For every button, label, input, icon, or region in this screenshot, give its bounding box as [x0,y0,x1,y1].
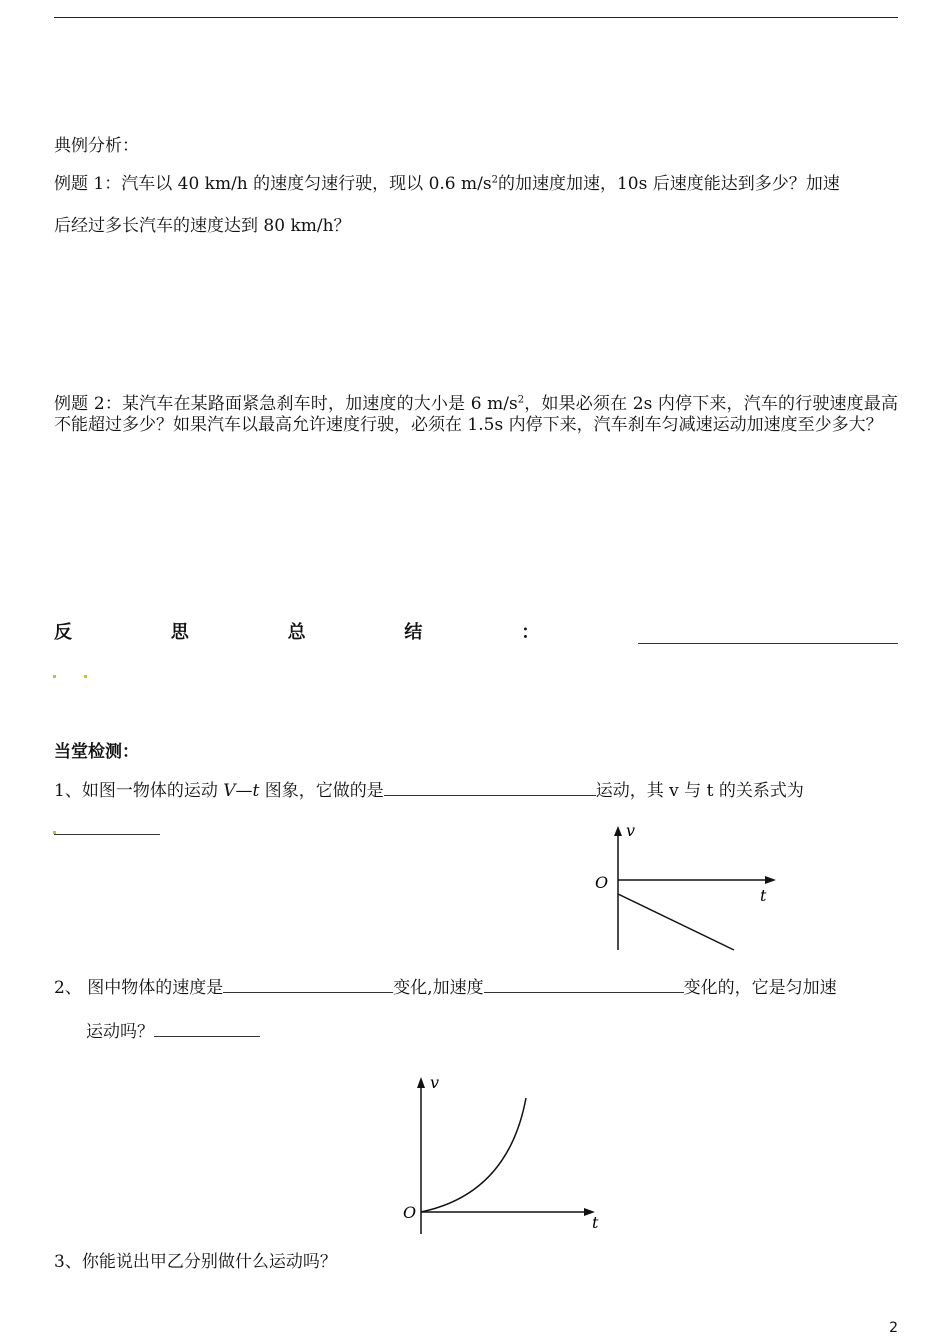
q2-acceleration-blank[interactable] [484,976,684,993]
q2-uniform-blank[interactable] [154,1020,260,1037]
q2-prefix: 2、 图中物体的速度是 [54,978,224,998]
graph2-t-label: t [592,1213,599,1232]
example1-line2: 后经过多长汽车的速度达到 80 km/h？ [54,216,351,236]
analysis-heading: 典例分析： [54,136,139,156]
question-1-line2 [54,818,160,841]
q1-mid: 图象，它做的是 [259,781,384,801]
q1-motion-blank[interactable] [384,779,596,796]
decorative-dot [53,831,56,834]
question-1-line1 [54,779,804,802]
graph1-velocity-line [618,894,734,950]
q1-var-v: V [223,781,236,801]
example1-superscript: 2 [491,174,498,186]
header-rule [54,17,898,18]
q1-suffix: 运动，其 v 与 t 的关系式为 [595,781,804,801]
q1-var-t: t [252,781,260,801]
graph2-v-arrow [417,1077,425,1088]
question-2-line2 [86,1020,260,1043]
reflection-char-1: 反 [54,622,72,643]
q1-dash: — [235,781,253,801]
example1-text-a: 例题 1：汽车以 40 km/h 的速度匀速行驶，现以 0.6 m/s [54,174,492,194]
graph1-t-label: t [760,886,767,905]
graph1-v-arrow [614,826,622,836]
reflection-char-3: 总 [287,622,306,643]
page-number: 2 [889,1320,898,1336]
q2-velocity-blank[interactable] [223,976,393,993]
reflection-char-4: 结 [404,622,423,643]
graph1-origin-label: O [595,873,609,892]
graph1-t-arrow [765,876,776,884]
vt-graph-1 [590,822,780,954]
example1-text-b: 的加速度加速，10s 后速度能达到多少？加速 [497,174,840,194]
decorative-dot [84,675,87,678]
reflection-answer-blank[interactable] [638,627,898,644]
q2-line2-text: 运动吗？ [86,1022,154,1042]
example1-line1 [54,173,840,195]
check-heading: 当堂检测： [54,742,139,762]
example2-superscript: 2 [517,394,525,406]
graph2-v-label: v [430,1073,440,1092]
graph1-v-label: v [626,822,636,840]
q1-prefix: 1、如图一物体的运动 [54,781,224,801]
vt-graph-2 [398,1072,608,1240]
example2-text-a: 例题 2：某汽车在某路面紧急刹车时，加速度的大小是 6 m/s [54,394,518,414]
graph2-origin-label: O [403,1203,417,1222]
q2-mid: 变化,加速度 [393,978,484,998]
question-3: 3、你能说出甲乙分别做什么运动吗？ [54,1252,337,1272]
reflection-char-5: ： [521,622,540,643]
graph2-velocity-curve [421,1098,526,1212]
question-2-line1 [54,976,837,999]
example2-paragraph [54,394,898,436]
reflection-char-2: 思 [170,622,189,643]
reflection-row [54,620,898,644]
q2-suffix: 变化的，它是匀加速 [683,978,837,998]
decorative-dot [53,675,56,678]
q1-relation-blank[interactable] [54,818,160,835]
example2-text-b: ，如果必须在 2s 内停下来，汽车的行驶速度最高不能超过多少？如果汽车以最高允许速度行驶，必须在 1.5s 内停下来，汽车刹车匀减速运动加速度至少多大？ [54,394,898,435]
